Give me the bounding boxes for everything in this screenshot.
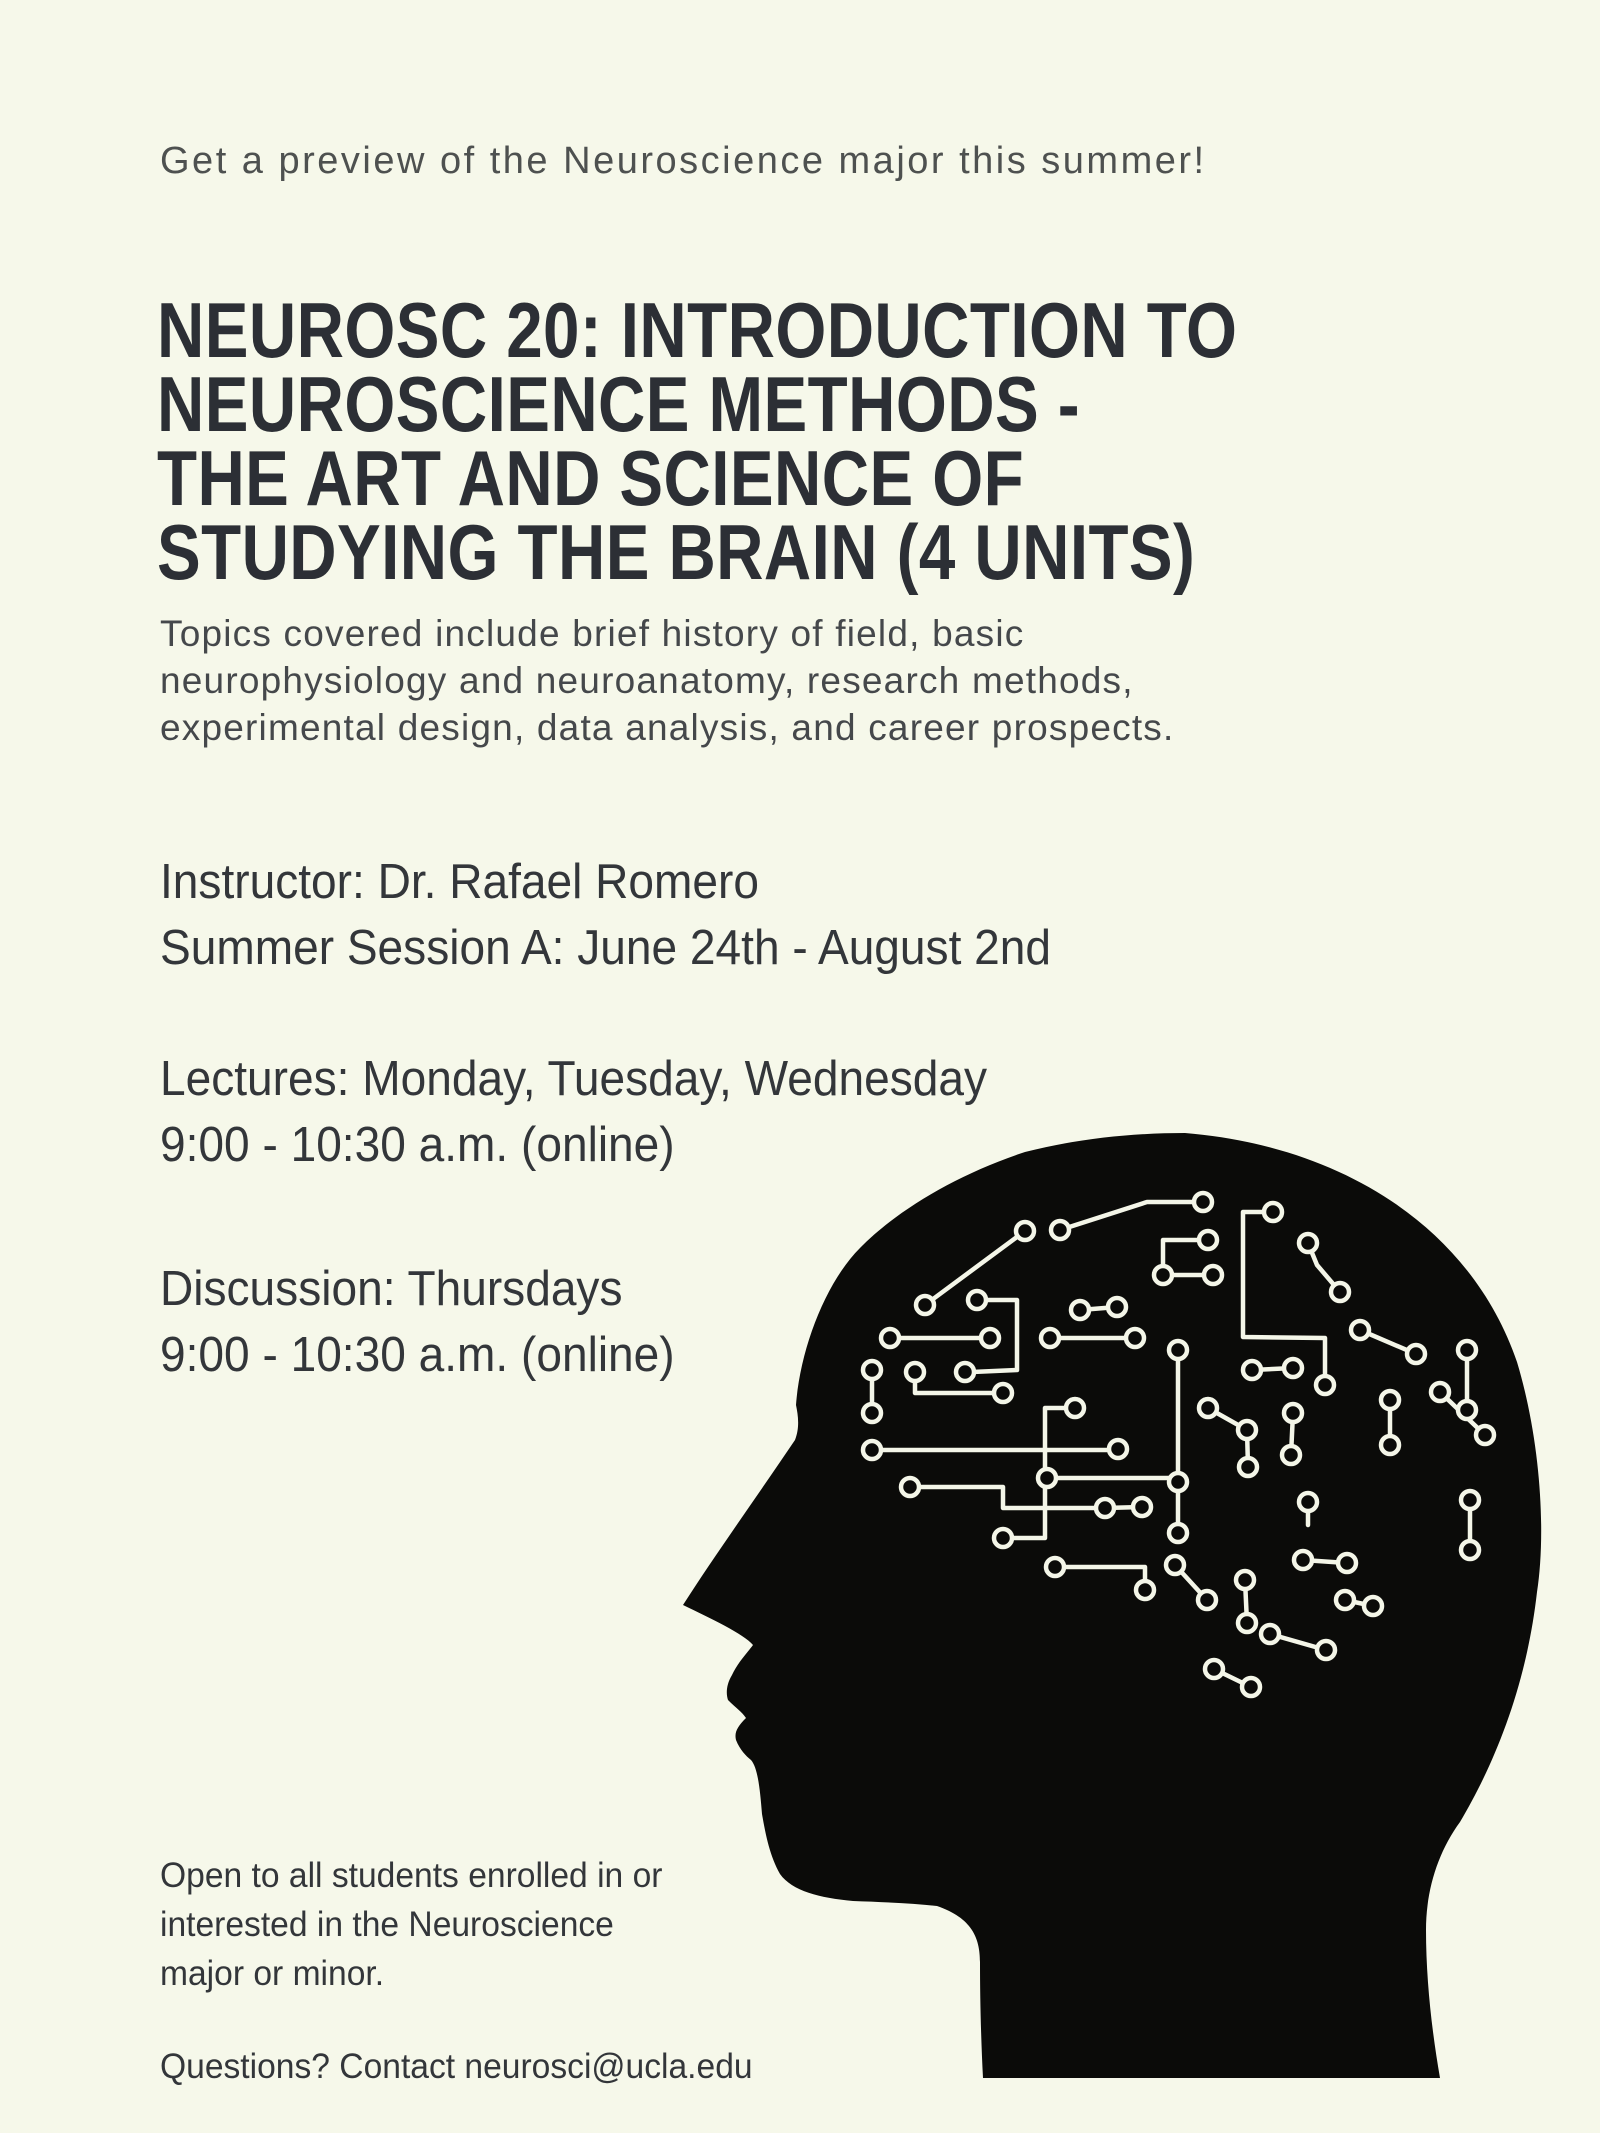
- eligibility-line-1: Open to all students enrolled in or: [160, 1856, 663, 1895]
- course-title-line-1: NEUROSC 20: INTRODUCTION TO: [157, 286, 1238, 374]
- instructor-session-block: [160, 849, 1051, 981]
- lectures-time: 9:00 - 10:30 a.m. (online): [160, 1118, 675, 1172]
- topics-paragraph: [160, 610, 1174, 751]
- course-title-line-4: STUDYING THE BRAIN (4 UNITS): [157, 508, 1196, 596]
- head-circuit-brain-graphic: [620, 1100, 1600, 2133]
- course-title-line-2: NEUROSCIENCE METHODS -: [157, 360, 1080, 448]
- contact-line: Questions? Contact neurosci@ucla.edu: [160, 2047, 753, 2086]
- course-title-line-3: THE ART AND SCIENCE OF: [157, 434, 1025, 522]
- discussion-time: 9:00 - 10:30 a.m. (online): [160, 1328, 675, 1382]
- topics-line-2: neurophysiology and neuroanatomy, research methods,: [160, 660, 1134, 701]
- course-title: [157, 286, 1238, 596]
- tagline: Get a preview of the Neuroscience major this summer!: [160, 140, 1207, 182]
- eligibility-block: [160, 1851, 662, 1998]
- head-silhouette: [683, 1133, 1541, 2078]
- lectures-days: Lectures: Monday, Tuesday, Wednesday: [160, 1052, 987, 1106]
- session-line: Summer Session A: June 24th - August 2nd: [160, 921, 1052, 975]
- eligibility-line-2: interested in the Neuroscience: [160, 1905, 614, 1944]
- instructor-line: Instructor: Dr. Rafael Romero: [160, 855, 759, 909]
- discussion-days: Discussion: Thursdays: [160, 1262, 623, 1316]
- topics-line-1: Topics covered include brief history of field, basic: [160, 613, 1025, 654]
- discussion-block: [160, 1256, 675, 1388]
- eligibility-line-3: major or minor.: [160, 1954, 385, 1993]
- topics-line-3: experimental design, data analysis, and career prospects.: [160, 707, 1175, 748]
